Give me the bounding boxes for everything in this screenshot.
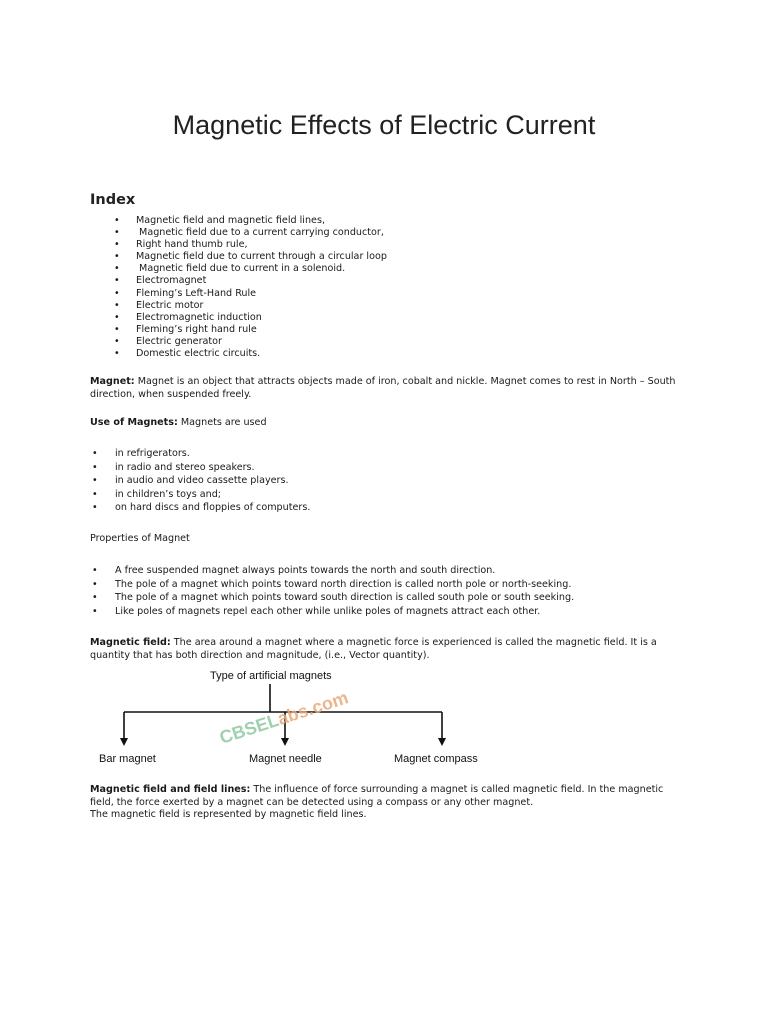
- field-lines-label: Magnetic field and field lines:: [90, 784, 251, 795]
- page-title: Magnetic Effects of Electric Current: [172, 110, 596, 141]
- uses-heading: [90, 417, 690, 430]
- diagram-arrowhead: [120, 738, 128, 746]
- index-item: • Electric motor: [114, 300, 387, 312]
- index-item: • Magnetic field and magnetic field lines,: [114, 215, 387, 227]
- properties-list: [90, 564, 574, 618]
- magnet-label: Magnet:: [90, 376, 135, 387]
- index-heading: Index: [90, 192, 136, 209]
- index-item: • Fleming’s Left-Hand Rule: [114, 288, 387, 300]
- index-item: • Right hand thumb rule,: [114, 239, 387, 251]
- properties-item: • The pole of a magnet which points toward south direction is called south pole or south seeking.: [90, 591, 574, 605]
- uses-list: [90, 447, 310, 515]
- index-item: • Magnetic field due to a current carrying conductor,: [114, 227, 387, 239]
- uses-item: • in audio and video cassette players.: [90, 474, 310, 488]
- watermark-text-accent: abs.com: [275, 687, 351, 729]
- uses-item: • on hard discs and floppies of computers.: [90, 501, 310, 515]
- index-item: • Magnetic field due to current in a solenoid.: [114, 263, 387, 275]
- properties-heading: Properties of Magnet: [90, 533, 190, 544]
- index-item: • Electromagnetic induction: [114, 312, 387, 324]
- diagram-arrowhead: [438, 738, 446, 746]
- magnetic-field-label: Magnetic field:: [90, 637, 171, 648]
- magnetic-field-text: The area around a magnet where a magnetic force is experienced is called the magnetic field. It is a quantity that has both direction and magnitude, (i.e., Vector quantity).: [90, 637, 657, 661]
- diagram-child-bar-magnet: Bar magnet: [99, 753, 156, 765]
- artificial-magnets-diagram: [92, 664, 492, 768]
- index-item: • Electric generator: [114, 336, 387, 348]
- field-lines-text: The influence of force surrounding a magnet is called magnetic field. In the magnetic field, the force exerted by a magnet can be detected using a compass or any other magnet.: [90, 784, 664, 808]
- uses-text: Magnets are used: [177, 417, 267, 428]
- uses-item: • in refrigerators.: [90, 447, 310, 461]
- properties-item: • Like poles of magnets repel each other while unlike poles of magnets attract each other.: [90, 605, 574, 619]
- diagram-arrowhead: [281, 738, 289, 746]
- diagram-child-magnet-needle: Magnet needle: [249, 753, 322, 765]
- index-item: • Magnetic field due to current through a circular loop: [114, 251, 387, 263]
- diagram-root-label: Type of artificial magnets: [210, 670, 332, 682]
- index-item: • Fleming’s right hand rule: [114, 324, 387, 336]
- index-item: • Domestic electric circuits.: [114, 348, 387, 360]
- uses-item: • in radio and stereo speakers.: [90, 461, 310, 475]
- index-item: • Electromagnet: [114, 275, 387, 287]
- magnet-text: Magnet is an object that attracts objects made of iron, cobalt and nickle. Magnet comes to rest in North – South direction, when suspended freely.: [90, 376, 676, 400]
- properties-item: • The pole of a magnet which points toward north direction is called north pole or north-seeking.: [90, 578, 574, 592]
- field-lines-definition: [90, 784, 690, 822]
- diagram-child-magnet-compass: Magnet compass: [394, 753, 478, 765]
- properties-item: • A free suspended magnet always points towards the north and south direction.: [90, 564, 574, 578]
- watermark-text-main: CBSEL: [217, 709, 282, 748]
- field-lines-text-2: The magnetic field is represented by magnetic field lines.: [90, 809, 367, 820]
- magnet-definition: [90, 376, 690, 401]
- index-list: [114, 215, 387, 360]
- uses-item: • in children’s toys and;: [90, 488, 310, 502]
- uses-label: Use of Magnets:: [90, 417, 178, 428]
- magnetic-field-definition: [90, 637, 690, 662]
